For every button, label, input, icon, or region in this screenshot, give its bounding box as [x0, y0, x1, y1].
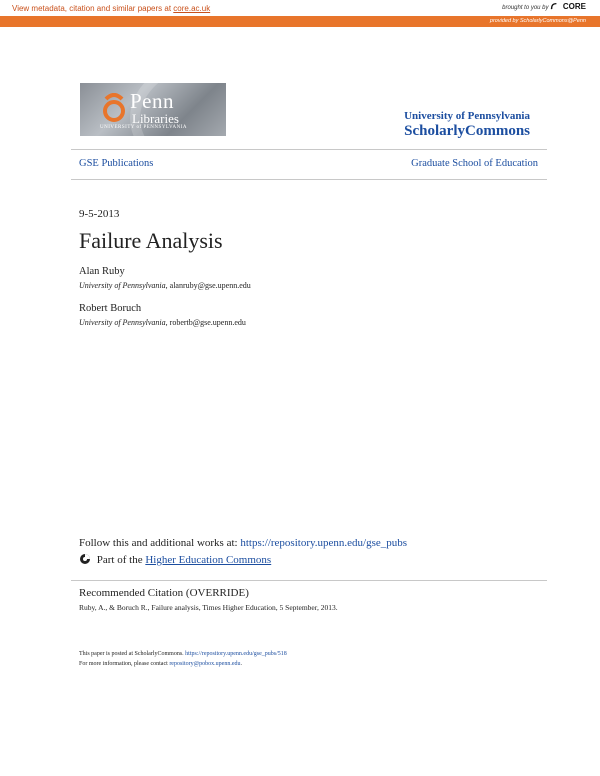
- logo-libraries-text: Libraries: [132, 111, 179, 126]
- penn-libraries-logo[interactable]: [80, 83, 226, 136]
- follow-text: Follow this and additional works at:: [79, 537, 238, 549]
- contact-notice: [79, 661, 242, 667]
- higher-education-commons-link[interactable]: Higher Education Commons: [145, 554, 272, 566]
- author-email: , alanruby@gse.upenn.edu: [165, 281, 251, 290]
- network-commons-icon: [79, 553, 91, 565]
- brought-text: brought to you by: [502, 5, 549, 11]
- divider-top: [71, 149, 547, 150]
- part-of-commons: [79, 553, 271, 566]
- paper-url-link[interactable]: https://repository.upenn.edu/gse_pubs/518: [185, 651, 287, 657]
- logo-penn-text: Penn: [130, 89, 174, 113]
- divider-bottom: [71, 179, 547, 180]
- logo-university-text: UNIVERSITY of PENNSYLVANIA: [100, 125, 187, 130]
- repository-link[interactable]: https://repository.upenn.edu/gse_pubs: [240, 537, 408, 549]
- affiliation-university: University of Pennsylvania: [79, 318, 166, 327]
- author-name: Robert Boruch: [79, 303, 142, 314]
- citation-heading: Recommended Citation (OVERRIDE): [79, 587, 249, 599]
- affiliation-university: University of Pennsylvania: [79, 281, 166, 290]
- scholarly-commons-name[interactable]: ScholarlyCommons: [404, 123, 530, 139]
- gse-publications-link[interactable]: GSE Publications: [79, 158, 154, 169]
- core-label[interactable]: CORE: [562, 2, 586, 11]
- follow-works: [79, 537, 407, 549]
- core-metadata-bar: [0, 0, 600, 16]
- scholarly-commons-university[interactable]: University of Pennsylvania: [404, 110, 530, 122]
- posted-notice: [79, 651, 287, 657]
- core-logo-icon: [550, 2, 558, 10]
- provided-by-bar: [0, 16, 600, 27]
- citation-text: Ruby, A., & Boruch R., Failure analysis, Times Higher Education, 5 September, 2013.: [79, 603, 338, 612]
- author-name: Alan Ruby: [79, 266, 125, 277]
- author-affiliation: [79, 281, 251, 290]
- core-link[interactable]: core.ac.uk: [173, 4, 211, 13]
- contact-email-link[interactable]: repository@pobox.upenn.edu: [169, 661, 241, 667]
- paper-title: Failure Analysis: [79, 228, 223, 253]
- contact-text: For more information, please contact: [79, 661, 168, 667]
- graduate-school-link[interactable]: Graduate School of Education: [411, 158, 538, 169]
- brought-to-you-by: [502, 2, 586, 11]
- author-affiliation: [79, 318, 246, 327]
- penn-a-mark-icon: [102, 93, 126, 123]
- provided-by-text[interactable]: provided by ScholarlyCommons@Penn: [489, 18, 586, 24]
- metadata-text: View metadata, citation and similar papers at: [12, 4, 172, 13]
- divider-citation: [71, 580, 547, 581]
- contact-end: .: [240, 661, 242, 667]
- posted-text: This paper is posted at ScholarlyCommons.: [79, 651, 184, 657]
- author-email: , robertb@gse.upenn.edu: [165, 318, 246, 327]
- publication-date: 9-5-2013: [79, 208, 120, 220]
- part-of-text: Part of the: [96, 554, 143, 566]
- metadata-notice: [12, 4, 210, 13]
